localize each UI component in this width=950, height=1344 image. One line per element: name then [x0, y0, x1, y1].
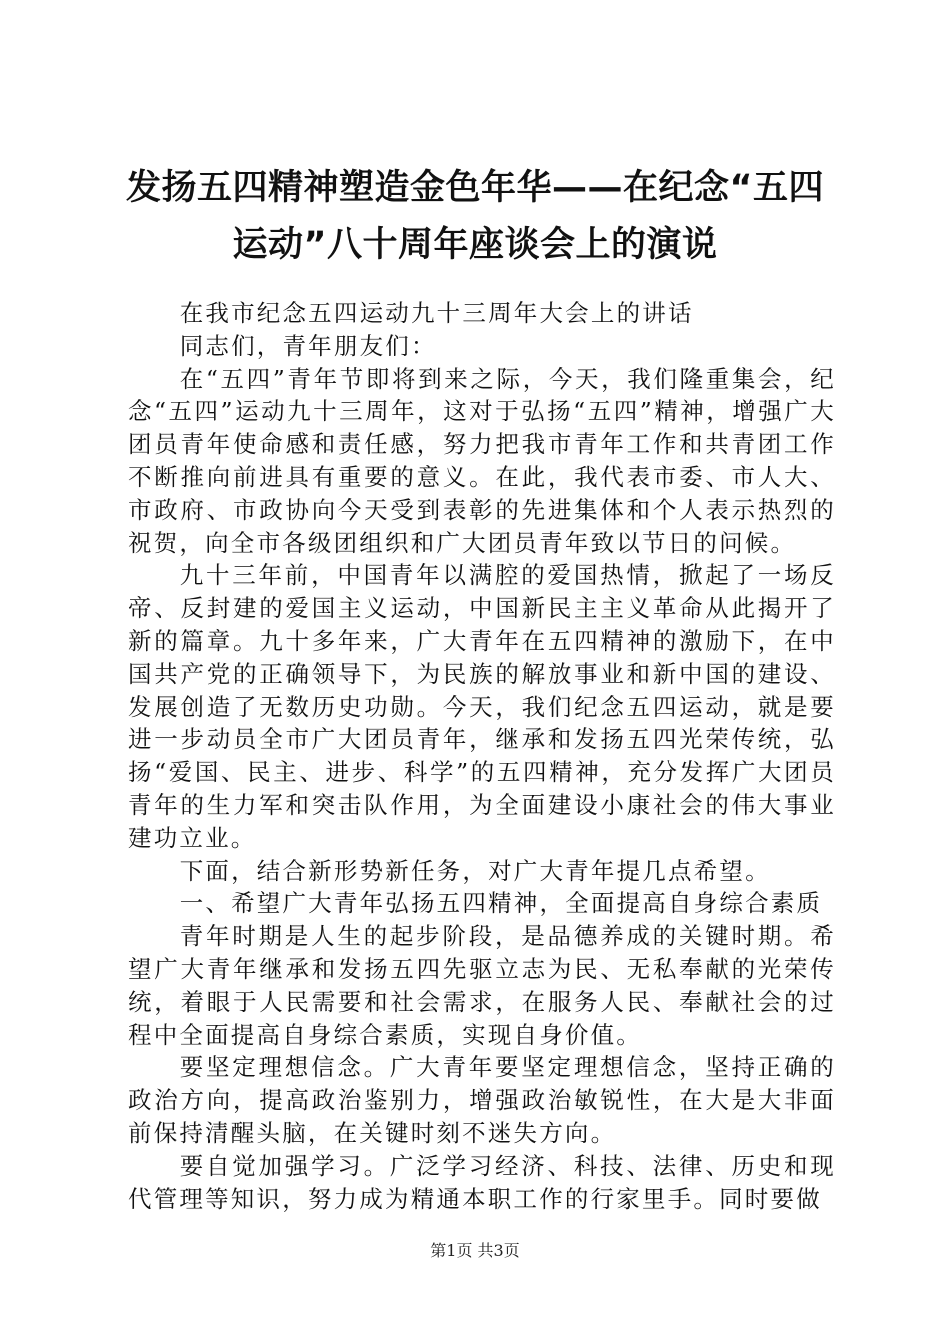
paragraph-transition: 下面，结合新形势新任务，对广大青年提几点希望。: [179, 856, 771, 885]
document-title: 发扬五四精神塑造金色年华——在纪念“五四运动”八十周年座谈会上的演说: [125, 168, 824, 265]
paragraph-salutation: 同志们，青年朋友们：: [179, 331, 437, 360]
paragraph-study: 要自觉加强学习。广泛学习经济、科技、法律、历史和现代管理等知识，努力成为精通本职工作的行家里手。同时要做: [128, 1151, 836, 1213]
paragraph-speech-subtitle: 在我市纪念五四运动九十三周年大会上的讲话: [179, 299, 694, 327]
document-body: [128, 297, 836, 1215]
paragraph-youth-period: 青年时期是人生的起步阶段，是品德养成的关键时期。希望广大青年继承和发扬五四先驱立志为民、无私奉献的光荣传统，着眼于人民需要和社会需求，在服务人民、奉献社会的过程中全面提高自身综合素质，实现自身价值。: [128, 922, 836, 1049]
paragraph-ideals: 要坚定理想信念。广大青年要坚定理想信念，坚持正确的政治方向，提高政治鉴别力，增强政治敏锐性，在大是大非面前保持清醒头脑，在关键时刻不迷失方向。: [128, 1053, 836, 1147]
section-heading-1: 一、希望广大青年弘扬五四精神，全面提高自身综合素质: [179, 889, 823, 918]
page-number-footer: 第1页 共3页: [430, 1241, 520, 1260]
paragraph-history: 九十三年前，中国青年以满腔的爱国热情，掀起了一场反帝、反封建的爱国主义运动，中国新民主主义革命从此揭开了新的篇章。九十多年来，广大青年在五四精神的激励下，在中国共产党的正确领导下，为民族的解放事业和新中国的建设、发展创造了无数历史功勋。今天，我们纪念五四运动，就是要进一步动员全市广大团员青年，继承和发扬五四光荣传统，弘扬“爱国、民主、进步、科学”的五四精神，充分发挥广大团员青年的生力军和突击队作用，为全面建设小康社会的伟大事业建功立业。: [128, 561, 836, 852]
paragraph-opening: 在“五四”青年节即将到来之际，今天，我们隆重集会，纪念“五四”运动九十三周年，这对于弘扬“五四”精神，增强广大团员青年使命感和责任感，努力把我市青年工作和共青团工作不断推向前进具有重要的意义。在此，我代表市委、市人大、市政府、市政协向今天受到表彰的先进集体和个人表示热烈的祝贺，向全市各级团组织和广大团员青年致以节日的问候。: [128, 364, 836, 557]
